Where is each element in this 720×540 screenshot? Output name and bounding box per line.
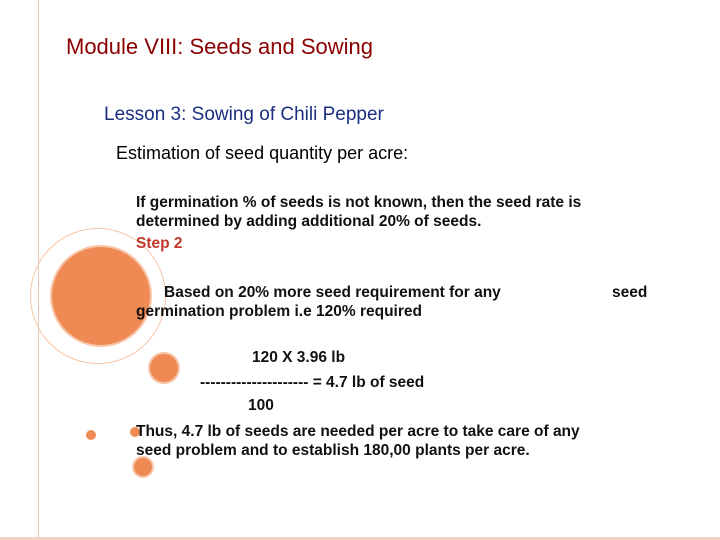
lesson-subtitle: Lesson 3: Sowing of Chili Pepper xyxy=(104,104,384,125)
slide-title: Module VIII: Seeds and Sowing xyxy=(66,34,373,59)
paragraph-requirement-line1: Based on 20% more seed requirement for any xyxy=(164,284,501,301)
formula-denominator: 100 xyxy=(248,397,274,414)
paragraph-conclusion: Thus, 4.7 lb of seeds are needed per acre to take care of any seed problem and to establish 180,00 plants per acre. xyxy=(136,423,580,459)
decorative-medium-circle xyxy=(148,352,180,384)
formula-fraction-line: --------------------- = 4.7 lb of seed xyxy=(200,374,425,391)
decorative-small-circle xyxy=(86,430,96,440)
paragraph-germination: If germination % of seeds is not known, then the seed rate is determined by adding additional 20% of seeds. xyxy=(136,194,582,230)
decorative-large-circle xyxy=(50,245,152,347)
paragraph-requirement-line2: germination problem i.e 120% required xyxy=(136,303,422,320)
paragraph-requirement-line1-end: seed xyxy=(612,284,648,301)
section-heading: Estimation of seed quantity per acre: xyxy=(116,143,409,163)
step-label: Step 2 xyxy=(136,235,183,252)
formula-numerator: 120 X 3.96 lb xyxy=(252,349,346,366)
